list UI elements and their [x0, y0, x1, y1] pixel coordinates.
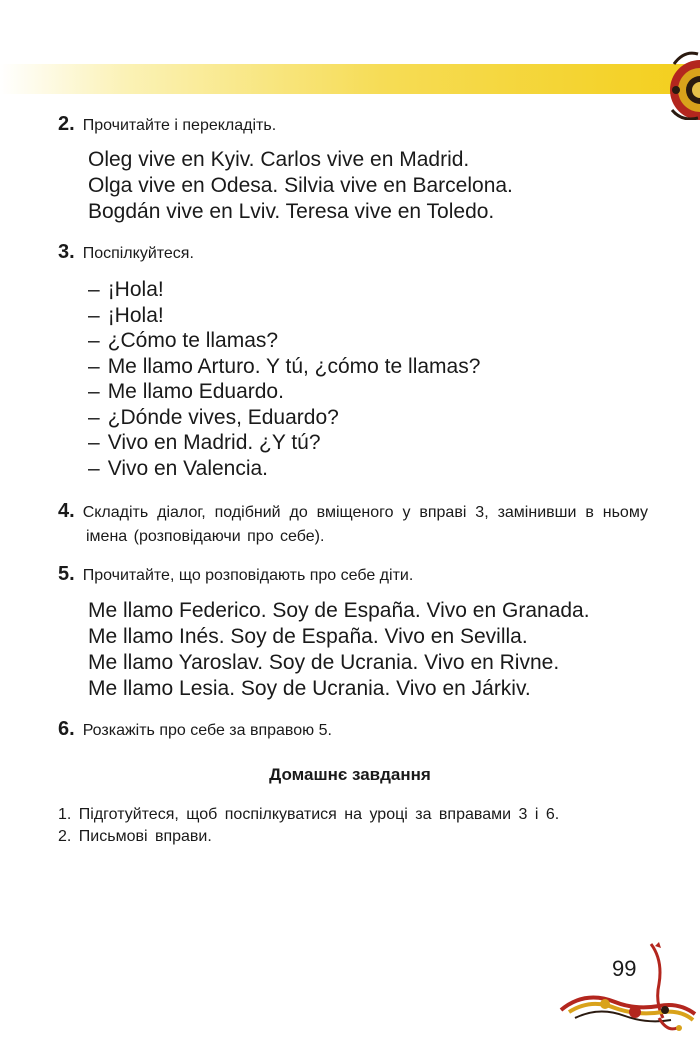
text-line: Me llamo Yaroslav. Soy de Ucrania. Vivo en Rivne. [88, 651, 560, 674]
exercise-5-heading [58, 563, 648, 587]
dialogue-line [88, 354, 648, 380]
exercise-number: 4. [58, 500, 75, 522]
dialogue-dash: – [88, 405, 100, 429]
dialogue-text: Vivo en Madrid. ¿Y tú? [107, 431, 321, 454]
dialogue-line [88, 405, 648, 431]
dialogue-text: ¿Dónde vives, Eduardo? [107, 405, 339, 429]
page-number: 99 [612, 956, 637, 981]
dialogue-text: ¡Hola! [107, 278, 164, 301]
dialogue-line [88, 328, 648, 354]
dialogue-line [88, 379, 648, 405]
dialogue-dash: – [88, 456, 100, 480]
exercise-instruction: Поспілкуйтеся. [82, 245, 194, 262]
exercise-number: 3. [58, 241, 75, 263]
exercise-instruction: Складіть діалог, подібний до вміщеного у вправі 3, замінивши в ньому імена (розповідаючи про себе). [82, 504, 648, 545]
dialogue-text: Vivo en Valencia. [107, 456, 269, 480]
corner-ornament-icon [654, 40, 700, 120]
dialogue-list [58, 277, 648, 481]
exercise-instruction: Прочитайте, що розповідають про себе діти. [82, 567, 414, 584]
exercise-2-heading [58, 113, 648, 137]
text-line: Me llamo Lesia. Soy de Ucrania. Vivo en Járkiv. [88, 677, 531, 700]
exercise-6 [58, 718, 648, 742]
bottom-ornament-icon [555, 940, 700, 1037]
exercise-2-text [58, 147, 648, 225]
dialogue-line [88, 303, 648, 329]
homework-list [58, 804, 640, 848]
homework-title: Домашнє завдання [269, 765, 431, 784]
homework-item: 1. Підготуйтеся, щоб поспілкуватися на уроці за вправами 3 і 6. [58, 806, 560, 823]
text-line: Olga vive en Odesa. Silvia vive en Barcelona. [88, 174, 513, 197]
exercise-5 [58, 563, 648, 702]
text-line: Me llamo Inés. Soy de España. Vivo en Sevilla. [88, 625, 528, 648]
exercise-5-text [58, 598, 648, 702]
dialogue-line [88, 277, 648, 303]
exercise-number: 5. [58, 563, 75, 585]
exercise-4 [58, 499, 648, 549]
exercise-2 [58, 113, 648, 225]
homework-item: 2. Письмові вправи. [58, 828, 212, 845]
exercise-3 [58, 241, 648, 481]
dialogue-text: ¡Hola! [107, 303, 164, 327]
dialogue-text: Me llamo Arturo. Y tú, ¿cómo te llamas? [107, 354, 481, 378]
dialogue-line [88, 456, 648, 482]
dialogue-dash: – [88, 278, 100, 301]
exercise-instruction: Розкажіть про себе за вправою 5. [82, 722, 332, 739]
dialogue-dash: – [88, 303, 100, 327]
exercise-3-heading [58, 241, 648, 265]
dialogue-dash: – [88, 329, 100, 352]
dialogue-dash: – [88, 380, 100, 403]
text-line: Oleg vive en Kyiv. Carlos vive en Madrid. [88, 148, 470, 171]
header-band [0, 64, 700, 94]
dialogue-dash: – [88, 431, 100, 454]
dialogue-line [88, 430, 648, 456]
dialogue-dash: – [88, 354, 100, 378]
text-line: Bogdán vive en Lviv. Teresa vive en Toledo. [88, 200, 495, 223]
exercise-6-heading [58, 718, 648, 742]
exercise-4-heading [58, 499, 648, 549]
exercise-number: 6. [58, 718, 75, 740]
dialogue-text: Me llamo Eduardo. [107, 380, 284, 403]
exercise-number: 2. [58, 113, 75, 135]
exercise-instruction: Прочитайте і перекладіть. [82, 117, 277, 134]
dialogue-text: ¿Cómo te llamas? [107, 329, 279, 352]
text-line: Me llamo Federico. Soy de España. Vivo en Granada. [88, 599, 590, 622]
